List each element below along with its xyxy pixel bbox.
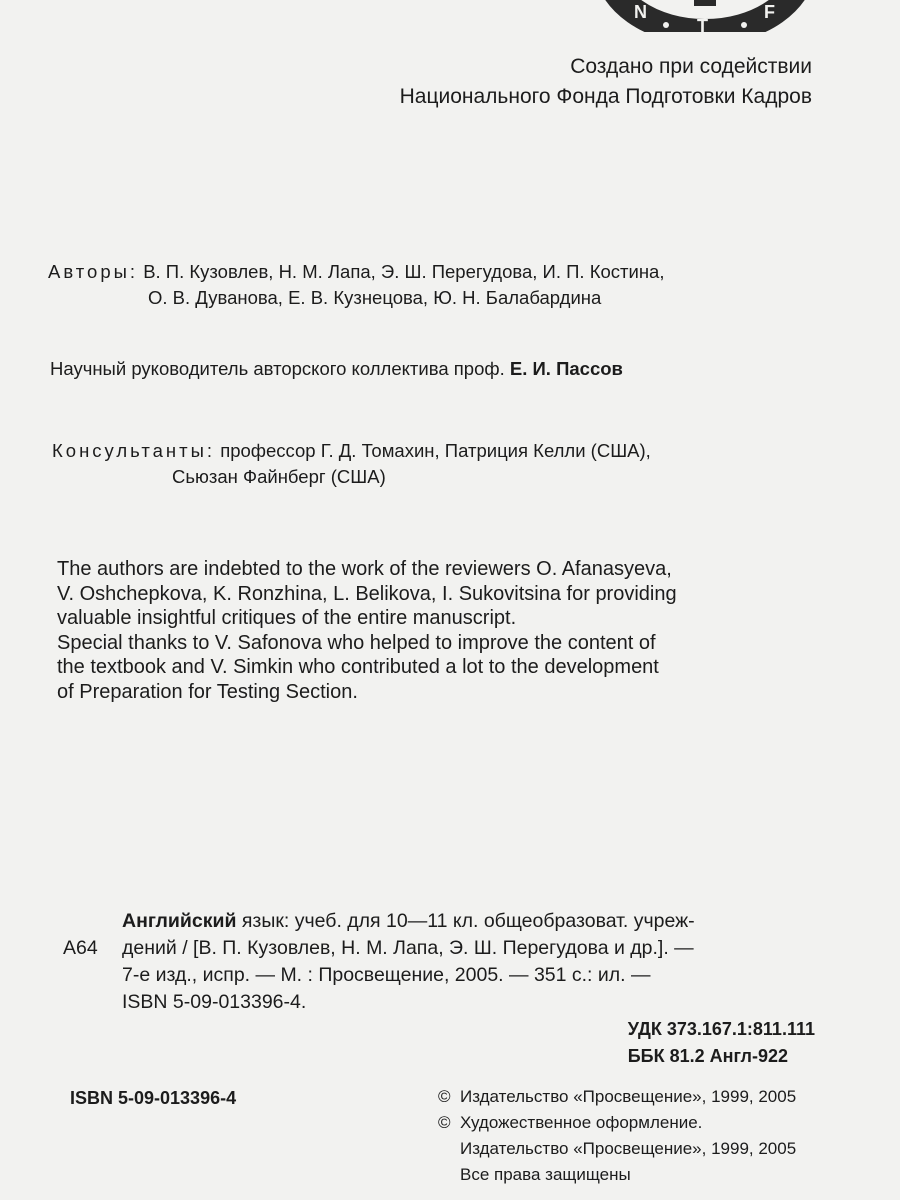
- bbk-code: ББК 81.2 Англ-922: [627, 1046, 789, 1066]
- ack-line: Special thanks to V. Safonova who helped to improve the content of: [57, 631, 656, 654]
- copyright-line-4: Все права защищены: [460, 1165, 631, 1184]
- logo-letter-f: F: [764, 2, 775, 22]
- copyright-line-2: [438, 1110, 796, 1136]
- bib-line-1: [122, 908, 695, 935]
- copyright-block: [438, 1084, 796, 1188]
- copyright-symbol: ©: [438, 1087, 451, 1106]
- bib-line-3: 7-е изд., испр. — М. : Просвещение, 2005. — 351 с.: ил. —: [122, 964, 651, 986]
- isbn: ISBN 5-09-013396-4: [70, 1088, 237, 1108]
- bibliographic-record: [122, 908, 695, 1016]
- bib-line-1-rest: язык: учеб. для 10—11 кл. общеобразоват. учреж-: [236, 910, 695, 932]
- consultants-line-1: профессор Г. Д. Томахин, Патриция Келли (США),: [220, 440, 651, 461]
- copyright-line-3: Издательство «Просвещение», 1999, 2005: [460, 1139, 797, 1158]
- sponsor-line-2: Национального Фонда Подготовки Кадров: [399, 85, 812, 108]
- classification-codes: [628, 1016, 815, 1070]
- acknowledgements: [57, 557, 817, 704]
- library-index: А64: [63, 937, 98, 959]
- authors-line-2: О. В. Дуванова, Е. В. Кузнецова, Ю. Н. Балабардина: [148, 287, 602, 308]
- consultants-line-2: Сьюзан Файнберг (США): [172, 466, 386, 487]
- supervisor-line: [50, 355, 623, 382]
- ack-line: the textbook and V. Simkin who contributed a lot to the development: [57, 656, 659, 678]
- ack-line: of Preparation for Testing Section.: [57, 680, 358, 703]
- consultants-label: Консультанты:: [52, 440, 216, 461]
- udk-code: УДК 373.167.1:811.111: [627, 1019, 815, 1039]
- bib-line-2: дений / [В. П. Кузовлев, Н. М. Лапа, Э. Ш. Перегудова и др.]. —: [122, 937, 694, 959]
- copyright-line-1: [438, 1084, 796, 1110]
- logo-letter-n: N: [634, 2, 647, 22]
- ack-line: valuable insightful critiques of the entire manuscript.: [57, 607, 517, 629]
- supervisor-text: Научный руководитель авторского коллектива проф.: [50, 358, 505, 379]
- sponsor-line-1: Создано при содействии: [570, 55, 812, 78]
- publisher-logo: [598, 0, 812, 32]
- copyright-text-2: Художественное оформление.: [460, 1113, 703, 1132]
- ack-line: The authors are indebted to the work of the reviewers O. Afanasyeva,: [57, 558, 672, 580]
- bib-line-4: ISBN 5-09-013396-4.: [122, 991, 307, 1013]
- copyright-text-1: Издательство «Просвещение», 1999, 2005: [460, 1087, 797, 1106]
- ack-line: V. Oshchepkova, K. Ronzhina, L. Belikova, I. Sukovitsina for providing: [57, 582, 677, 605]
- authors-block: [48, 258, 664, 285]
- copyright-symbol: ©: [438, 1113, 451, 1132]
- logo-letter-t: T: [697, 16, 708, 32]
- authors-line-1: В. П. Кузовлев, Н. М. Лапа, Э. Ш. Перегудова, И. П. Костина,: [143, 261, 665, 282]
- sponsor-note: [400, 52, 812, 112]
- authors-label: Авторы:: [48, 261, 139, 282]
- supervisor-name: Е. И. Пассов: [509, 358, 623, 379]
- bib-title-bold: Английский: [122, 910, 237, 932]
- consultants-block: [52, 437, 651, 464]
